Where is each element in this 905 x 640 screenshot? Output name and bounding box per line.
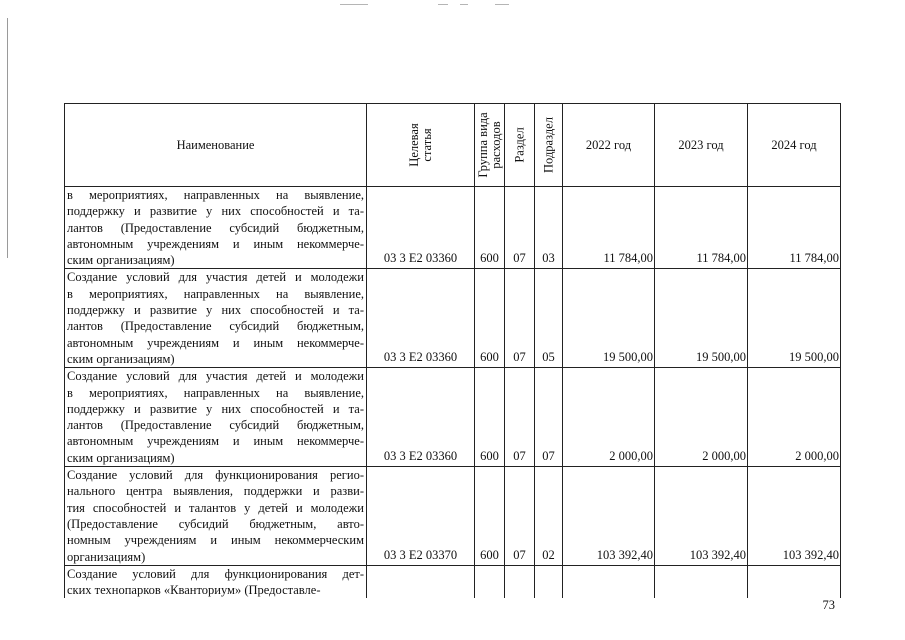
row-subsection	[535, 565, 563, 598]
row-target-article: 03 3 E2 03360	[367, 269, 475, 368]
row-name-line: в мероприятиях, направленных на выявление,	[67, 188, 364, 202]
row-expense-group	[475, 565, 505, 598]
row-name-line: нального центра выявления, поддержки и разви-	[67, 484, 364, 499]
header-2022	[563, 104, 655, 187]
header-expense-group	[475, 104, 505, 187]
scan-header-marks	[340, 4, 540, 8]
header-expense-group-label: Группа вида расходов	[475, 112, 503, 178]
table-row	[65, 565, 841, 598]
header-target-article	[367, 104, 475, 187]
row-name-line: поддержку и развитие у них способностей и та-	[67, 303, 364, 318]
header-section-label: Раздел	[511, 127, 526, 163]
row-name-line: Создание условий для участия детей и молодежи	[67, 270, 364, 285]
row-amount-2024	[748, 565, 841, 598]
row-name-line: лантов (Предоставление субсидий бюджетным,	[67, 418, 364, 433]
row-section: 07	[505, 269, 535, 368]
table-header-row	[65, 104, 841, 187]
row-name	[65, 565, 367, 598]
row-amount-2023	[655, 565, 748, 598]
row-name-line: ским организациям)	[67, 253, 175, 268]
header-section	[505, 104, 535, 187]
table-body	[65, 187, 841, 599]
header-2024	[748, 104, 841, 187]
row-name-line: автономным учреждениям и иным некоммерче-	[67, 434, 364, 449]
row-name	[65, 368, 367, 467]
row-name	[65, 467, 367, 566]
header-name-label: Наименование	[176, 137, 255, 152]
row-name-line: автономным учреждениям и иным некоммерче-	[67, 335, 364, 350]
row-target-article: 03 3 E2 03360	[367, 368, 475, 467]
row-amount-2023: 103 392,40	[655, 467, 748, 566]
row-amount-2024: 103 392,40	[748, 467, 841, 566]
row-amount-2024: 2 000,00	[748, 368, 841, 467]
header-2024-label: 2024 год	[771, 137, 817, 152]
row-name-line: лантов (Предоставление субсидий бюджетным,	[67, 220, 364, 235]
row-amount-2022: 19 500,00	[563, 269, 655, 368]
row-target-article	[367, 565, 475, 598]
row-name-line: тия способностей и талантов у детей и молодежи	[67, 500, 364, 515]
row-amount-2023: 2 000,00	[655, 368, 748, 467]
row-name-line: поддержку и развитие у них способностей и та-	[67, 401, 364, 416]
row-name	[65, 187, 367, 269]
row-name-line: Создание условий для участия детей и молодежи	[67, 369, 364, 384]
row-name-line: (Предоставление субсидий бюджетным, авто-	[67, 516, 364, 531]
header-2023	[655, 104, 748, 187]
row-expense-group: 600	[475, 467, 505, 566]
row-subsection: 02	[535, 467, 563, 566]
row-subsection: 05	[535, 269, 563, 368]
table-row	[65, 368, 841, 467]
header-2023-label: 2023 год	[678, 137, 724, 152]
row-expense-group: 600	[475, 269, 505, 368]
header-name	[65, 104, 367, 187]
row-name-line: ских технопарков «Кванториум» (Предоставле-	[67, 583, 321, 598]
row-name-line: ским организациям)	[67, 450, 175, 465]
header-2022-label: 2022 год	[585, 137, 632, 152]
row-name-line: лантов (Предоставление субсидий бюджетным,	[67, 319, 364, 334]
header-subsection-label: Подраздел	[540, 117, 555, 173]
table-row	[65, 187, 841, 269]
row-expense-group: 600	[475, 187, 505, 269]
row-name-line: Создание условий для функционирования регио-	[67, 468, 364, 483]
row-amount-2023: 19 500,00	[655, 269, 748, 368]
table-row	[65, 269, 841, 368]
row-name-line: организациям)	[67, 549, 146, 564]
row-name-line: в мероприятиях, направленных на выявление,	[67, 286, 364, 301]
table-row	[65, 467, 841, 566]
budget-table	[64, 103, 841, 598]
row-subsection: 03	[535, 187, 563, 269]
row-amount-2022: 2 000,00	[563, 368, 655, 467]
row-amount-2022: 103 392,40	[563, 467, 655, 566]
row-name-line: в мероприятиях, направленных на выявление,	[67, 385, 364, 400]
row-target-article: 03 3 E2 03370	[367, 467, 475, 566]
row-name-line: ским организациям)	[67, 351, 175, 366]
header-target-article-label: Целевая статья	[406, 123, 434, 167]
page-number: 73	[822, 598, 835, 612]
row-name-line: номным учреждениям и иным некоммерческим	[67, 533, 364, 548]
row-expense-group: 600	[475, 368, 505, 467]
row-section: 07	[505, 187, 535, 269]
row-section	[505, 565, 535, 598]
row-amount-2023: 11 784,00	[655, 187, 748, 269]
row-amount-2022: 11 784,00	[563, 187, 655, 269]
row-section: 07	[505, 467, 535, 566]
row-section: 07	[505, 368, 535, 467]
row-name-line: Создание условий для функционирования дет-	[67, 566, 364, 581]
page-margin-line	[7, 18, 8, 258]
row-amount-2022	[563, 565, 655, 598]
row-name-line: поддержку и развитие у них способностей и та-	[67, 204, 364, 219]
row-subsection: 07	[535, 368, 563, 467]
row-name	[65, 269, 367, 368]
row-amount-2024: 11 784,00	[748, 187, 841, 269]
row-amount-2024: 19 500,00	[748, 269, 841, 368]
header-subsection	[535, 104, 563, 187]
row-target-article: 03 3 E2 03360	[367, 187, 475, 269]
row-name-line: автономным учреждениям и иным некоммерче-	[67, 236, 364, 251]
